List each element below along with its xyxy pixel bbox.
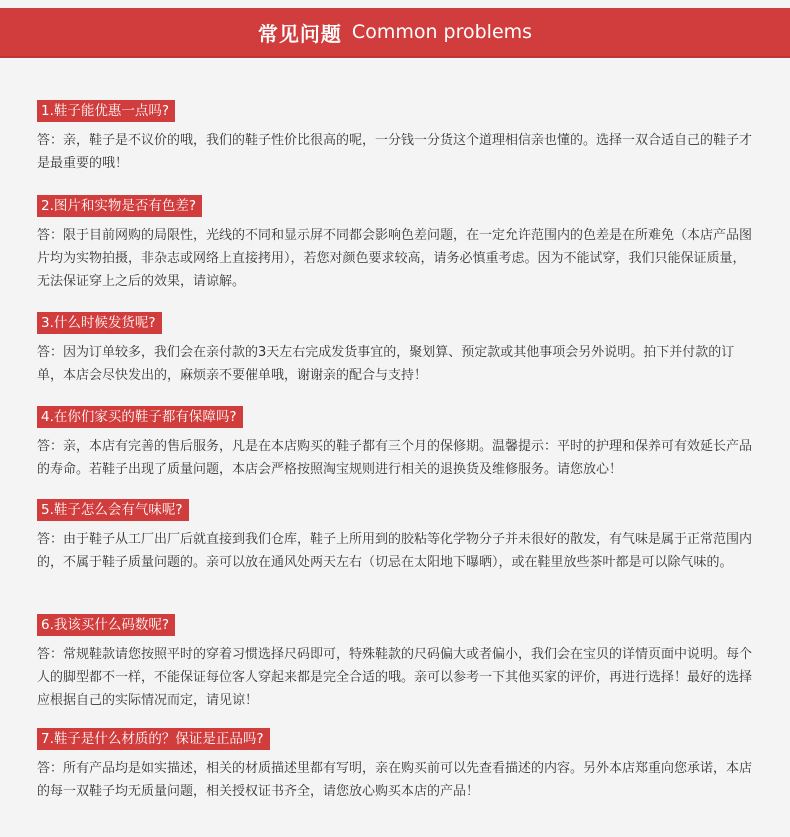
faq-answer: 答：限于目前网购的局限性，光线的不同和显示屏不同都会影响色差问题，在一定允许范围内的色差是在所难免（本店产品图片均为实物拍摄，非杂志或网络上直接拷用），若您对颜色要求较高，请务必慎重考虑。因为不能试穿，我们只能保证质量，无法保证穿上之后的效果，请谅解。 bbox=[37, 228, 753, 289]
faq-answer: 答：亲，本店有完善的售后服务，凡是在本店购买的鞋子都有三个月的保修期。温馨提示：平时的护理和保养可有效延长产品的寿命。若鞋子出现了质量问题，本店会严格按照淘宝规则进行相关的退换货及维修服务。请您放心！ bbox=[37, 439, 753, 477]
page-header bbox=[0, 8, 790, 56]
faq-question: 5.鞋子怎么会有气味呢? bbox=[37, 499, 189, 521]
faq-item-6 bbox=[37, 614, 757, 712]
header-divider bbox=[0, 56, 790, 58]
faq-question: 4.在你们家买的鞋子都有保障吗? bbox=[37, 406, 243, 428]
faq-question: 2.图片和实物是否有色差? bbox=[37, 195, 202, 217]
faq-item-4 bbox=[37, 406, 757, 481]
faq-answer: 答：亲，鞋子是不议价的哦，我们的鞋子性价比很高的呢，一分钱一分货这个道理相信亲也懂的。选择一双合适自己的鞋子才是最重要的哦！ bbox=[37, 133, 753, 171]
faq-question: 1.鞋子能优惠一点吗? bbox=[37, 100, 175, 122]
faq-question: 7.鞋子是什么材质的？保证是正品吗? bbox=[37, 728, 270, 750]
faq-answer: 答：因为订单较多，我们会在亲付款的3天左右完成发货事宜的，聚划算、预定款或其他事项会另外说明。拍下并付款的订单，本店会尽快发出的，麻烦亲不要催单哦，谢谢亲的配合与支持！ bbox=[37, 345, 735, 383]
faq-answer: 答：所有产品均是如实描述，相关的材质描述里都有写明，亲在购买前可以先查看描述的内容。另外本店郑重向您承诺，本店的每一双鞋子均无质量问题，相关授权证书齐全，请您放心购买本店的产品！ bbox=[37, 761, 753, 799]
faq-question: 6.我该买什么码数呢? bbox=[37, 614, 175, 636]
header-subtitle: Common problems bbox=[351, 21, 533, 43]
faq-answer: 答：由于鞋子从工厂出厂后就直接到我们仓库，鞋子上所用到的胶粘等化学物分子并未很好的散发，有气味是属于正常范围内的，不属于鞋子质量问题的。亲可以放在通风处两天左右（切忌在太阳地下曝晒），或在鞋里放些茶叶都是可以除气味的。 bbox=[37, 532, 753, 570]
faq-answer: 答：常规鞋款请您按照平时的穿着习惯选择尺码即可，特殊鞋款的尺码偏大或者偏小，我们会在宝贝的详情页面中说明。每个人的脚型都不一样，不能保证每位客人穿起来都是完全合适的哦。亲可以参考一下其他买家的评价，再进行选择！最好的选择应根据自己的实际情况而定，请见谅！ bbox=[37, 647, 753, 708]
header-title: 常见问题 bbox=[257, 21, 342, 46]
faq-item-3 bbox=[37, 312, 757, 387]
faq-item-7 bbox=[37, 728, 757, 803]
faq-item-5 bbox=[37, 499, 757, 574]
faq-item-2 bbox=[37, 195, 757, 293]
faq-question: 3.什么时候发货呢? bbox=[37, 312, 162, 334]
faq-item-1 bbox=[37, 100, 757, 175]
